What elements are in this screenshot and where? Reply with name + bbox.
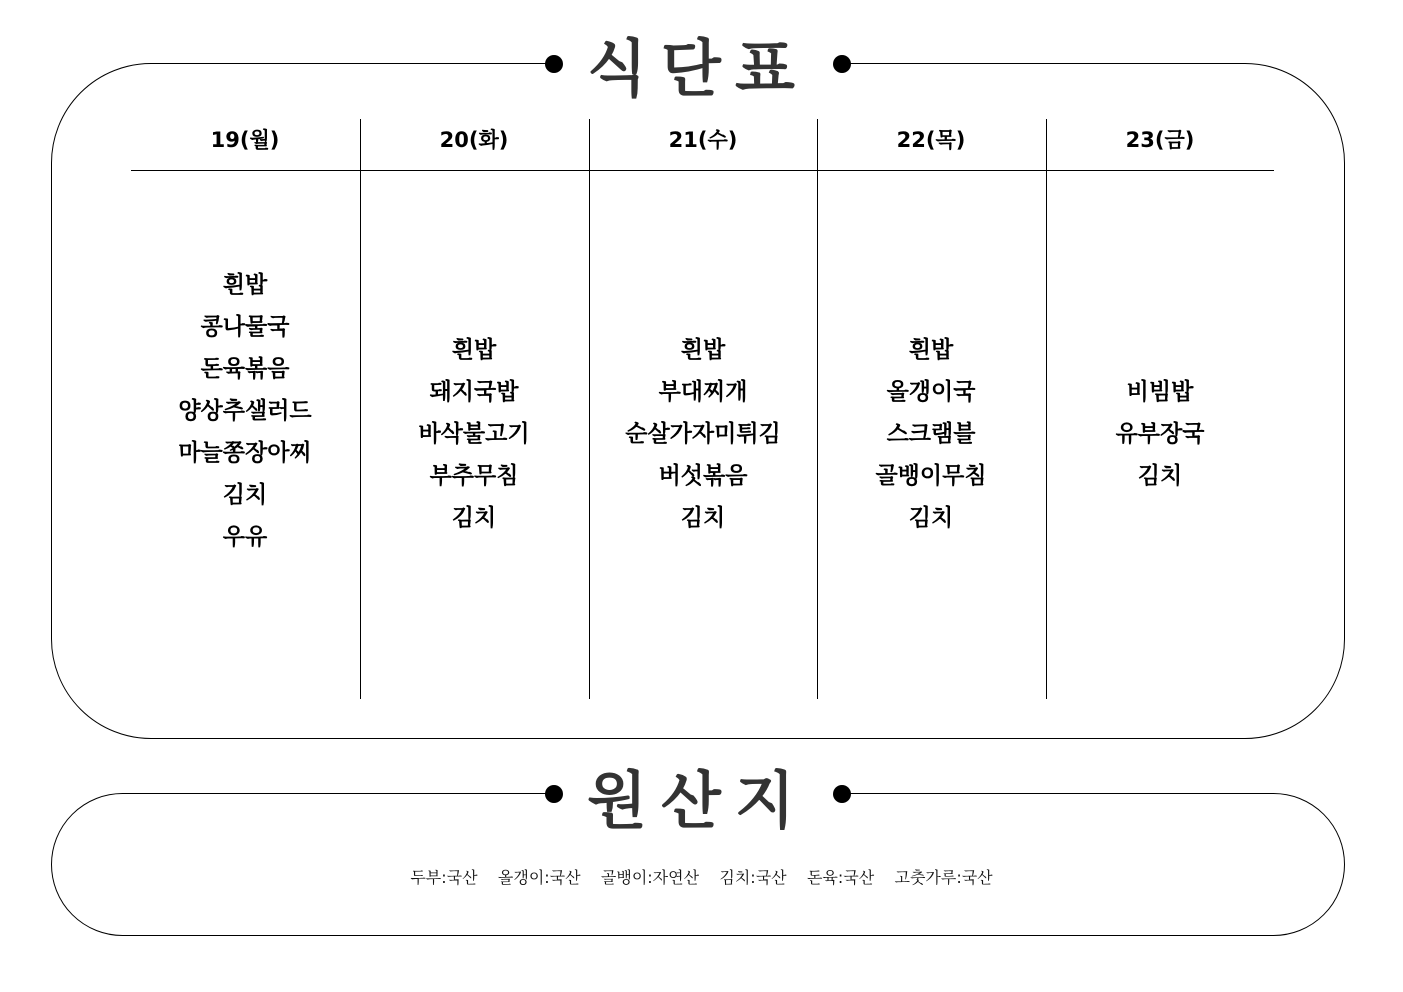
menu-item: 흰밥 [222, 272, 268, 298]
menu-item: 부대찌개 [658, 379, 748, 405]
menu-item: 김치 [1137, 463, 1183, 489]
menu-item: 스크램블 [886, 421, 976, 447]
menu-item: 유부장국 [1115, 421, 1205, 447]
menu-item: 부추무침 [429, 463, 519, 489]
day-menu-fri [1046, 371, 1274, 497]
menu-item: 우유 [222, 524, 268, 550]
menu-item: 돼지국밥 [429, 379, 519, 405]
day-menu-thu [817, 329, 1045, 539]
menu-item: 김치 [680, 505, 726, 531]
origin-title-right-dot [833, 785, 851, 803]
day-menu-mon [131, 264, 359, 558]
menu-title: 식단표 [587, 32, 809, 105]
menu-item: 김치 [222, 482, 268, 508]
origin-title: 원산지 [587, 764, 809, 837]
menu-item: 비빔밥 [1126, 379, 1194, 405]
menu-item: 돈육볶음 [200, 356, 290, 382]
day-header-mon: 19(월) [210, 128, 280, 152]
menu-item: 콩나물국 [200, 314, 290, 340]
menu-item: 버섯볶음 [658, 463, 748, 489]
menu-title-left-dot [545, 55, 563, 73]
day-header-wed: 21(수) [668, 128, 738, 152]
menu-item: 김치 [451, 505, 497, 531]
menu-item: 흰밥 [680, 337, 726, 363]
menu-item: 흰밥 [908, 337, 954, 363]
day-menu-tue [360, 329, 588, 539]
day-header-thu: 22(목) [896, 128, 966, 152]
menu-item: 양상추샐러드 [178, 398, 312, 424]
menu-item: 흰밥 [451, 337, 497, 363]
menu-item: 올갱이국 [886, 379, 976, 405]
menu-item: 마늘쫑장아찌 [178, 440, 312, 466]
menu-item: 순살가자미튀김 [625, 421, 781, 447]
header-divider [131, 170, 1274, 171]
menu-item: 바삭불고기 [418, 421, 530, 447]
menu-title-right-dot [833, 55, 851, 73]
origin-list: 두부:국산 올갱이:국산 골뱅이:자연산 김치:국산 돈육:국산 고춧가루:국산 [410, 868, 993, 887]
menu-item: 골뱅이무침 [875, 463, 987, 489]
origin-title-left-dot [545, 785, 563, 803]
menu-item: 김치 [908, 505, 954, 531]
day-header-fri: 23(금) [1125, 128, 1195, 152]
day-menu-wed [589, 329, 817, 539]
day-header-tue: 20(화) [439, 128, 509, 152]
